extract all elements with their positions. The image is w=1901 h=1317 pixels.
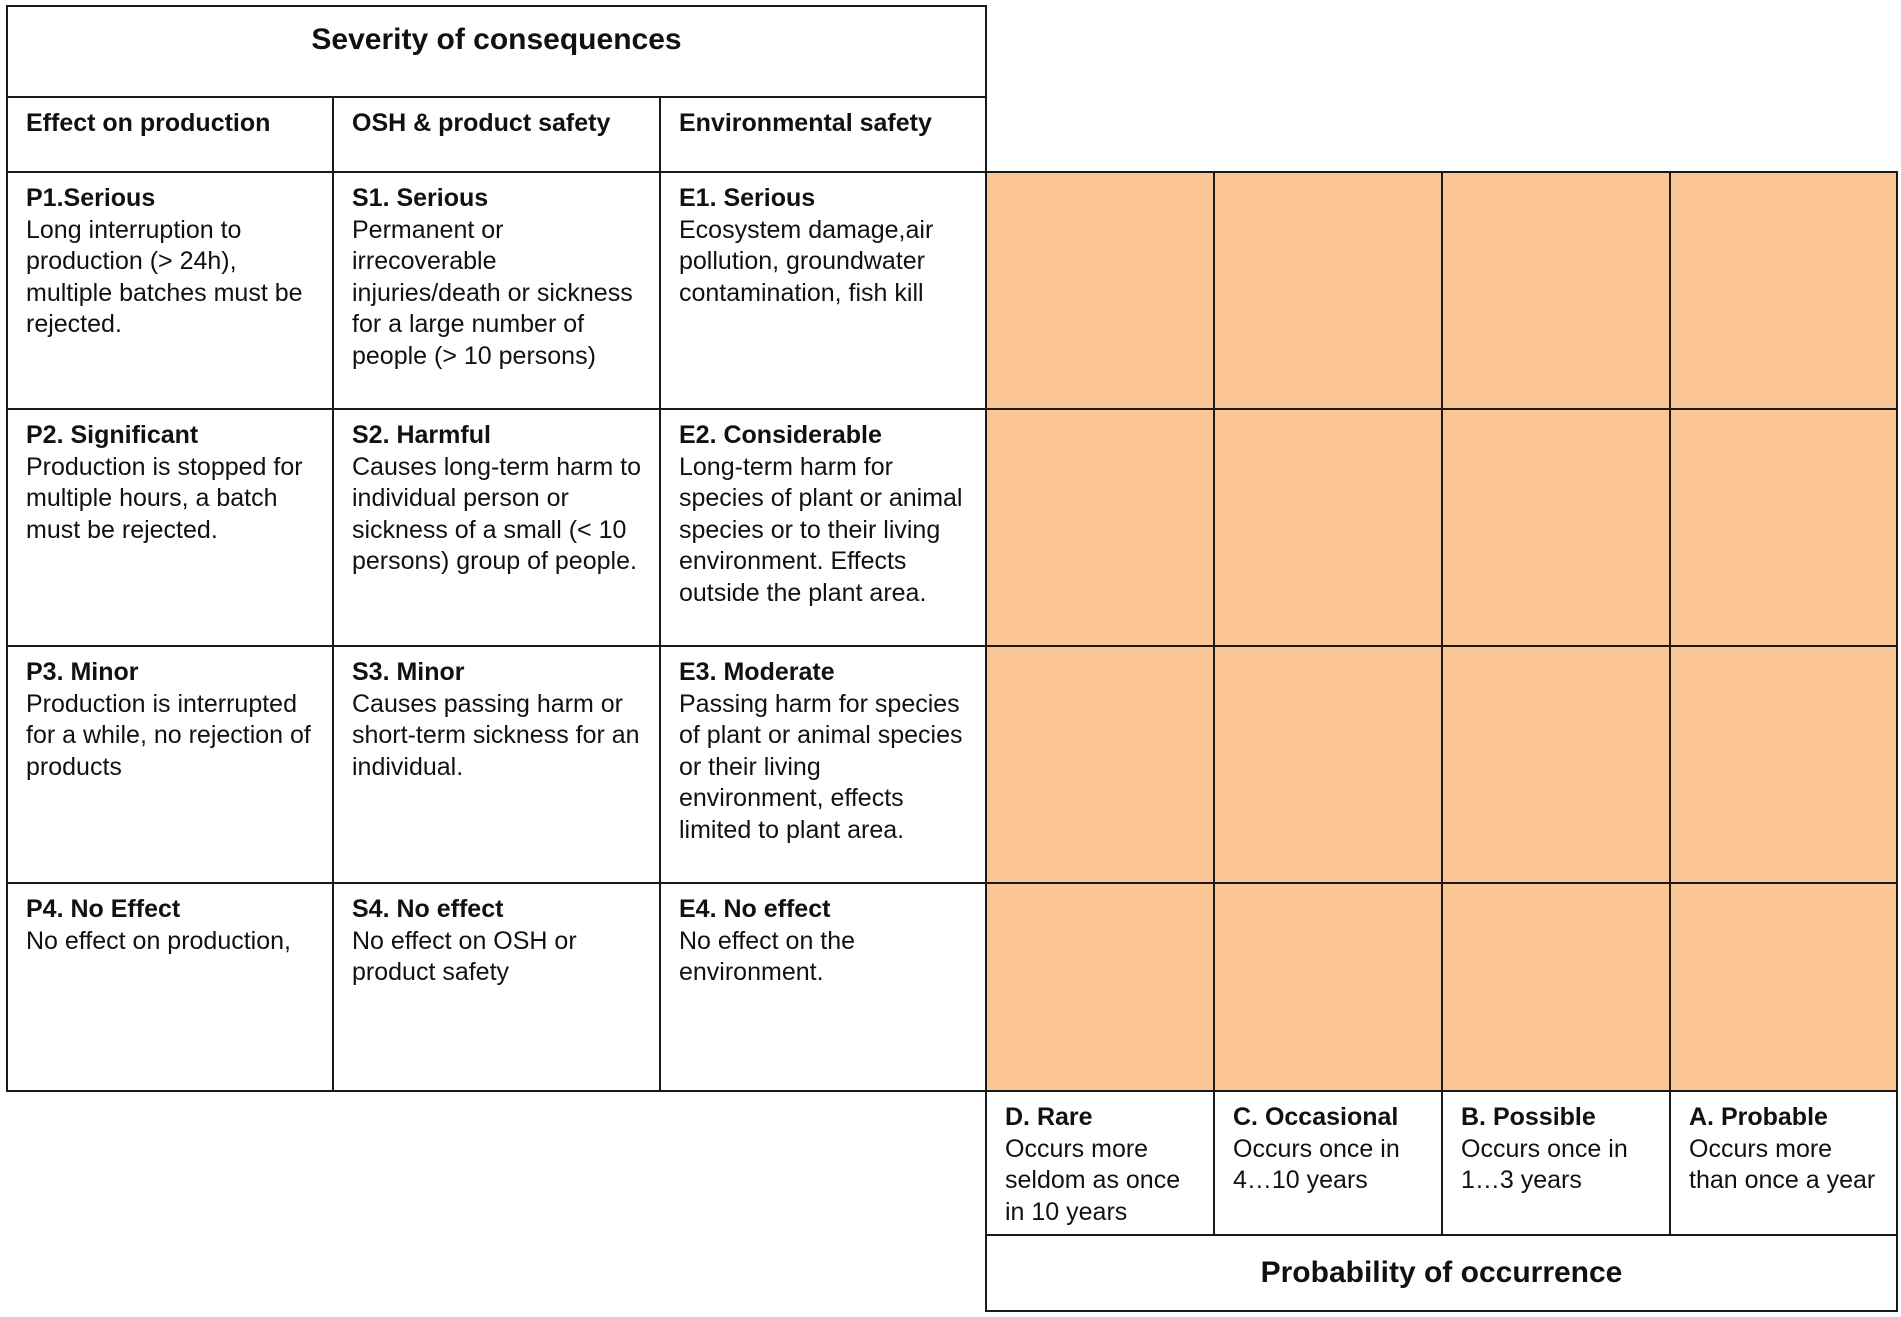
- cell-heading: E2. Considerable: [679, 421, 882, 449]
- risk-cell-r3-c: [1213, 645, 1443, 884]
- risk-cell-r1-b: [1441, 171, 1671, 410]
- cell-heading: P2. Significant: [26, 421, 199, 449]
- risk-cell-r2-c: [1213, 408, 1443, 647]
- severity-cell-s2: [332, 408, 661, 647]
- risk-cell-r3-d: [985, 645, 1215, 884]
- severity-title-text: Severity of consequences: [311, 23, 682, 56]
- column-header-environment: Environmental safety: [659, 96, 987, 173]
- risk-cell-r4-b: [1441, 882, 1671, 1092]
- risk-cell-r4-c: [1213, 882, 1443, 1092]
- severity-cell-e3: [659, 645, 987, 884]
- cell-heading: P1.Serious: [26, 184, 156, 212]
- cell-heading: E1. Serious: [679, 184, 816, 212]
- cell-text: No effect on OSH or product safety: [352, 926, 577, 986]
- cell-text: Long interruption to production (> 24h), multiple batches must be rejected.: [26, 215, 303, 338]
- severity-cell-e2: [659, 408, 987, 647]
- cell-heading: S3. Minor: [352, 658, 465, 686]
- probability-title-text: Probability of occurrence: [1260, 1256, 1623, 1289]
- risk-cell-r2-b: [1441, 408, 1671, 647]
- cell-text: Ecosystem damage,air pollution, groundwater contamination, fish kill: [679, 215, 934, 307]
- cell-text: No effect on the environment.: [679, 926, 856, 986]
- severity-cell-e4: [659, 882, 987, 1092]
- cell-text: Causes passing harm or short-term sickness for an individual.: [352, 689, 640, 781]
- probability-heading: C. Occasional: [1233, 1103, 1399, 1131]
- risk-cell-r3-a: [1669, 645, 1898, 884]
- severity-cell-s1: [332, 171, 661, 410]
- probability-cell-c: [1213, 1090, 1443, 1236]
- severity-cell-s3: [332, 645, 661, 884]
- probability-text: Occurs once in 4…10 years: [1233, 1134, 1400, 1194]
- cell-heading: P3. Minor: [26, 658, 139, 686]
- cell-heading: E3. Moderate: [679, 658, 835, 686]
- probability-heading: D. Rare: [1005, 1103, 1093, 1131]
- probability-text: Occurs more than once a year: [1689, 1134, 1876, 1194]
- cell-heading: P4. No Effect: [26, 895, 181, 923]
- probability-text: Occurs more seldom as once in 10 years: [1005, 1134, 1181, 1226]
- risk-cell-r4-a: [1669, 882, 1898, 1092]
- probability-text: Occurs once in 1…3 years: [1461, 1134, 1628, 1194]
- severity-cell-p1: [6, 171, 334, 410]
- severity-cell-p3: [6, 645, 334, 884]
- severity-cell-p2: [6, 408, 334, 647]
- risk-cell-r2-a: [1669, 408, 1898, 647]
- cell-text: Production is interrupted for a while, no rejection of products: [26, 689, 311, 781]
- cell-heading: E4. No effect: [679, 895, 831, 923]
- severity-cell-s4: [332, 882, 661, 1092]
- cell-heading: S1. Serious: [352, 184, 489, 212]
- cell-text: Long-term harm for species of plant or animal species or to their living environment. Effects outside the plant area.: [679, 452, 963, 607]
- cell-heading: S2. Harmful: [352, 421, 491, 449]
- probability-cell-a: [1669, 1090, 1898, 1236]
- probability-cell-b: [1441, 1090, 1671, 1236]
- cell-text: Passing harm for species of plant or animal species or their living environment, effects limited to plant area.: [679, 689, 963, 844]
- cell-text: Production is stopped for multiple hours, a batch must be rejected.: [26, 452, 303, 544]
- probability-heading: A. Probable: [1689, 1103, 1828, 1131]
- risk-cell-r1-c: [1213, 171, 1443, 410]
- severity-cell-p4: [6, 882, 334, 1092]
- cell-text: Causes long-term harm to individual person or sickness of a small (< 10 persons) group of people.: [352, 452, 642, 575]
- risk-cell-r1-a: [1669, 171, 1898, 410]
- cell-heading: S4. No effect: [352, 895, 504, 923]
- risk-cell-r3-b: [1441, 645, 1671, 884]
- cell-text: Permanent or irrecoverable injuries/death or sickness for a large number of people (> 10 persons): [352, 215, 633, 370]
- risk-cell-r1-d: [985, 171, 1215, 410]
- probability-title: [985, 1234, 1898, 1312]
- probability-cell-d: [985, 1090, 1215, 1236]
- column-header-osh: OSH & product safety: [332, 96, 661, 173]
- risk-cell-r4-d: [985, 882, 1215, 1092]
- cell-text: No effect on production,: [26, 926, 291, 955]
- severity-title: [6, 5, 987, 98]
- probability-heading: B. Possible: [1461, 1103, 1596, 1131]
- column-header-production: Effect on production: [6, 96, 334, 173]
- risk-cell-r2-d: [985, 408, 1215, 647]
- severity-cell-e1: [659, 171, 987, 410]
